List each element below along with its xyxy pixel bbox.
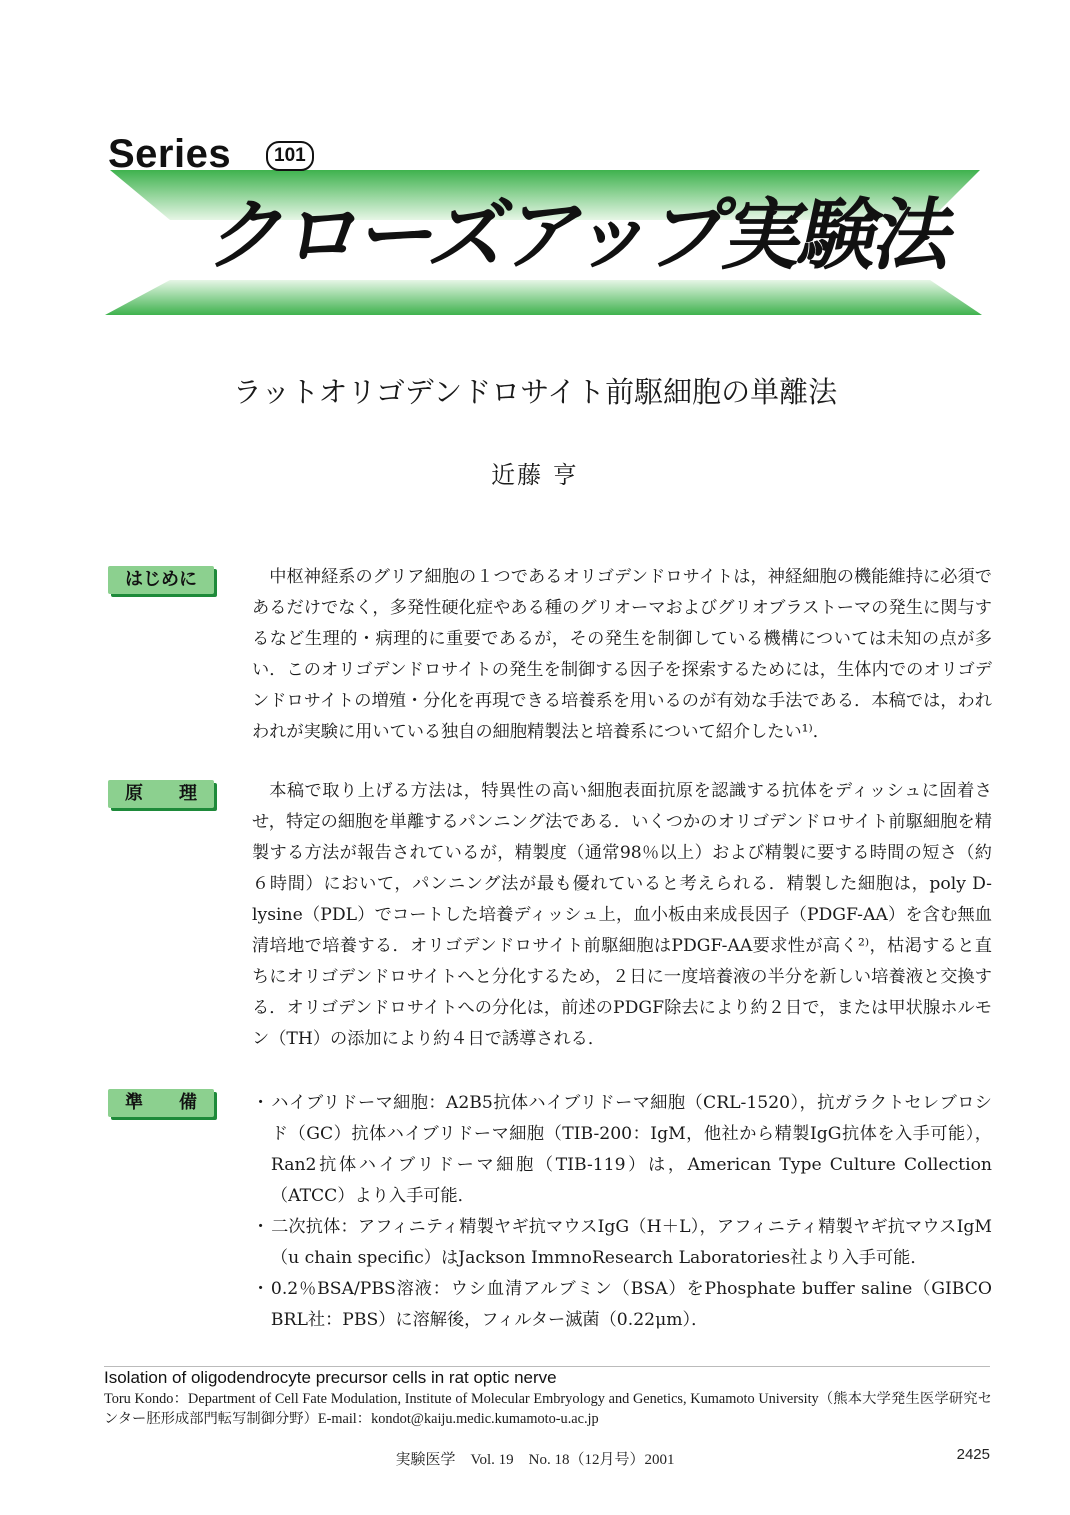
- section-label-introduction: はじめに: [108, 566, 214, 594]
- list-item-text: 二次抗体：アフィニティ精製ヤギ抗マウスIgG（H＋L），アフィニティ精製ヤギ抗マウスIgM（u chain specific）はJackson ImmnoResearch Laboratories社より入手可能．: [270, 1217, 992, 1268]
- author-name: 近藤 亨: [491, 461, 579, 489]
- footer-divider: [104, 1366, 990, 1367]
- section-label-preparation: 準 備: [108, 1089, 214, 1117]
- list-item: [252, 1088, 992, 1212]
- section-label-principle: 原 理: [108, 780, 214, 808]
- author-affiliation: Toru Kondo：Department of Cell Fate Modulation, Institute of Molecular Embryology and Genetics, Kumamoto University（熊本大学発生医学研究センター胚形成部門転写制御分野）E-mail：kondot@kaiju.medic.kumamoto-u.ac.jp: [104, 1391, 992, 1427]
- bullet: ・: [252, 1217, 270, 1237]
- english-title: Isolation of oligodendrocyte precursor cells in rat optic nerve: [104, 1368, 557, 1387]
- series-title: クローズアップ実験法: [201, 191, 961, 281]
- introduction-paragraph: 中枢神経系のグリア細胞の１つであるオリゴデンドロサイトは，神経細胞の機能維持に必須であるだけでなく，多発性硬化症やある種のグリオーマおよびグリオブラストーマの発生に関与するなど生理的・病理的に重要であるが，その発生を制御している機構については未知の点が多い．このオリゴデンドロサイトの発生を制御する因子を探索するためには，生体内でのオリゴデンドロサイトの増殖・分化を再現できる培養系を用いるのが有効な手法である．本稿では，われわれが実験に用いている独自の細胞精製法と培養系について紹介したい¹⁾．: [252, 567, 992, 742]
- page-number: 2425: [956, 1446, 990, 1463]
- article-title: ラットオリゴデンドロサイト前駆細胞の単離法: [232, 375, 838, 409]
- journal-citation: 実験医学 Vol. 19 No. 18（12月号）2001: [395, 1452, 675, 1468]
- series-label: Series: [108, 132, 232, 176]
- principle-paragraph: 本稿で取り上げる方法は，特異性の高い細胞表面抗原を認識する抗体をディッシュに固着させ，特定の細胞を単離するパンニング法である．いくつかのオリゴデンドロサイト前駆細胞を精製する方法が報告されているが，精製度（通常98％以上）および精製に要する時間の短さ（約６時間）において，パンニング法が最も優れていると考えられる．精製した細胞は，poly D-lysine（PDL）でコートした培養ディッシュ上，血小板由来成長因子（PDGF-AA）を含む無血清培地で培養する．オリゴデンドロサイト前駆細胞はPDGF-AA要求性が高く²⁾，枯渇すると直ちにオリゴデンドロサイトへと分化するため，２日に一度培養液の半分を新しい培養液と交換する．オリゴデンドロサイトへの分化は，前述のPDGF除去により約２日で，または甲状腺ホルモン（TH）の添加により約４日で誘導される．: [252, 781, 992, 1049]
- bullet: ・: [252, 1279, 270, 1299]
- series-number-badge: 101: [266, 141, 314, 171]
- list-item-text: 0.2％BSA/PBS溶液：ウシ血清アルブミン（BSA）をPhosphate buffer saline（GIBCO BRL社：PBS）に溶解後，フィルター滅菌（0.22μm）．: [270, 1279, 992, 1330]
- list-item: [252, 1212, 992, 1274]
- bullet: ・: [252, 1093, 270, 1113]
- list-item-text: ハイブリドーマ細胞：A2B5抗体ハイブリドーマ細胞（CRL-1520），抗ガラクトセレブロシド（GC）抗体ハイブリドーマ細胞（TIB-200：IgM，他社から精製IgG抗体を入手可能），Ran2抗体ハイブリドーマ細胞（TIB-119）は，American Type Culture Collection（ATCC）より入手可能．: [270, 1093, 992, 1206]
- list-item: [252, 1274, 992, 1336]
- preparation-list: [252, 1088, 992, 1336]
